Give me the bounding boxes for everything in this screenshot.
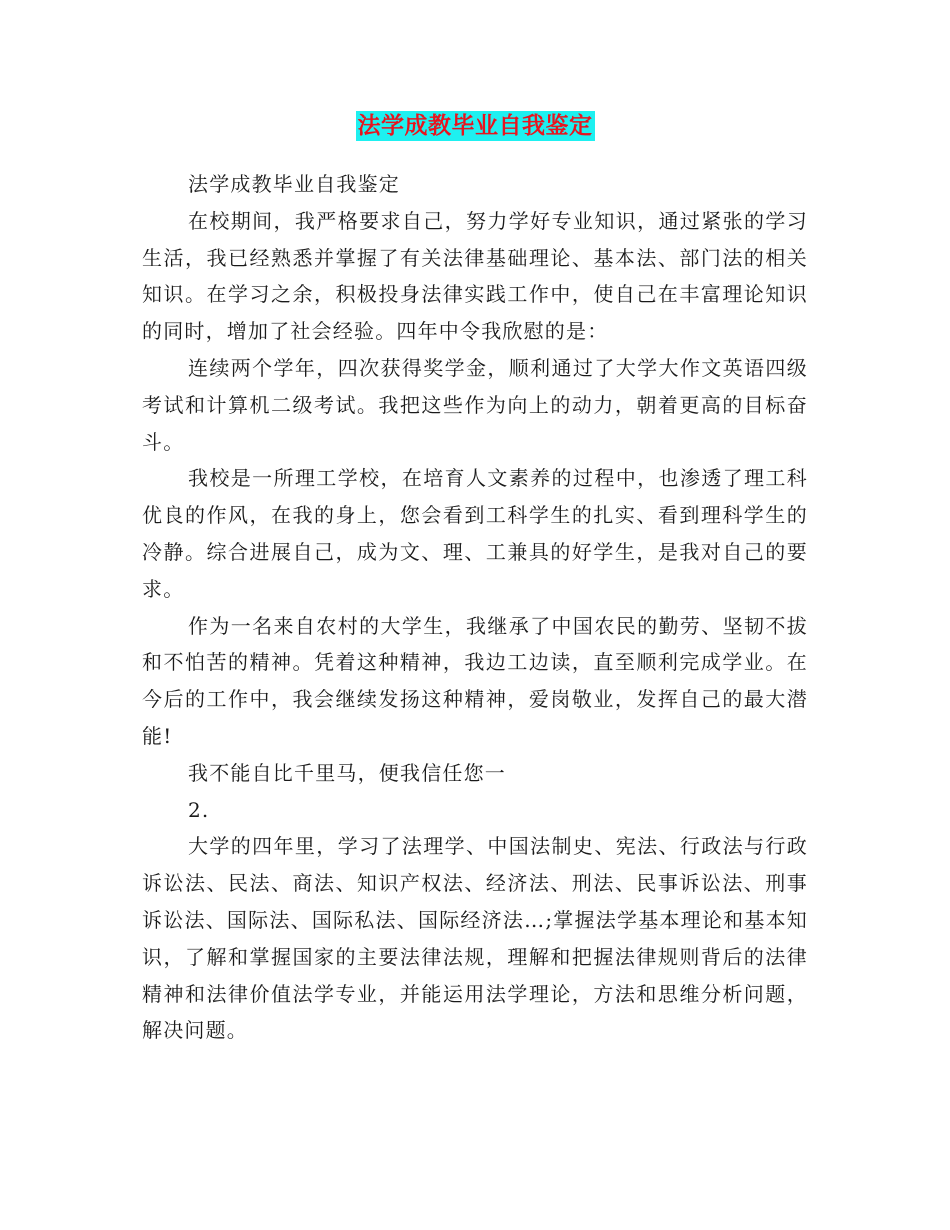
paragraph-heading: 法学成教毕业自我鉴定 [188,172,400,196]
document-title: 法学成教毕业自我鉴定 [357,112,593,139]
title-container [0,111,950,141]
paragraph-scholarships: 连续两个学年，四次获得奖学金，顺利通过了大学大作文英语四级考试和计算机二级考试。我把这些作为向上的动力，朝着更高的目标奋斗。 [142,355,808,454]
paragraph-number: 2. [188,797,210,822]
paragraph-trust: 我不能自比千里马，便我信任您一 [188,760,506,785]
paragraph-school-period: 在校期间，我严格要求自己，努力学好专业知识，通过紧张的学习生活，我已经熟悉并掌握了有关法律基础理论、基本法、部门法的相关知识。在学习之余，积极投身法律实践工作中，使自己在丰富理论知识的同时，增加了社会经验。四年中令我欣慰的是： [142,208,808,344]
document-body [142,166,808,1049]
paragraph-rural-background: 作为一名来自农村的大学生，我继承了中国农民的勤劳、坚韧不拔和不怕苦的精神。凭着这种精神，我边工边读，直至顺利完成学业。在今后的工作中，我会继续发扬这种精神，爱岗敬业，发挥自己的最大潜能! [142,613,808,748]
paragraph-courses: 大学的四年里，学习了法理学、中国法制史、宪法、行政法与行政诉讼法、民法、商法、知识产权法、经济法、刑法、民事诉讼法、刑事诉讼法、国际法、国际私法、国际经济法…;掌握法学基本理论和基本知识，了解和掌握国家的主要法律法规，理解和把握法律规则背后的法律精神和法律价值法学专业，并能运用法学理论，方法和思维分析问题，解决问题。 [142,834,808,1043]
paragraph-school-character: 我校是一所理工学校，在培育人文素养的过程中，也渗透了理工科优良的作风，在我的身上，您会看到工科学生的扎实、看到理科学生的冷静。综合进展自己，成为文、理、工兼具的好学生，是我对自己的要求。 [142,466,808,601]
